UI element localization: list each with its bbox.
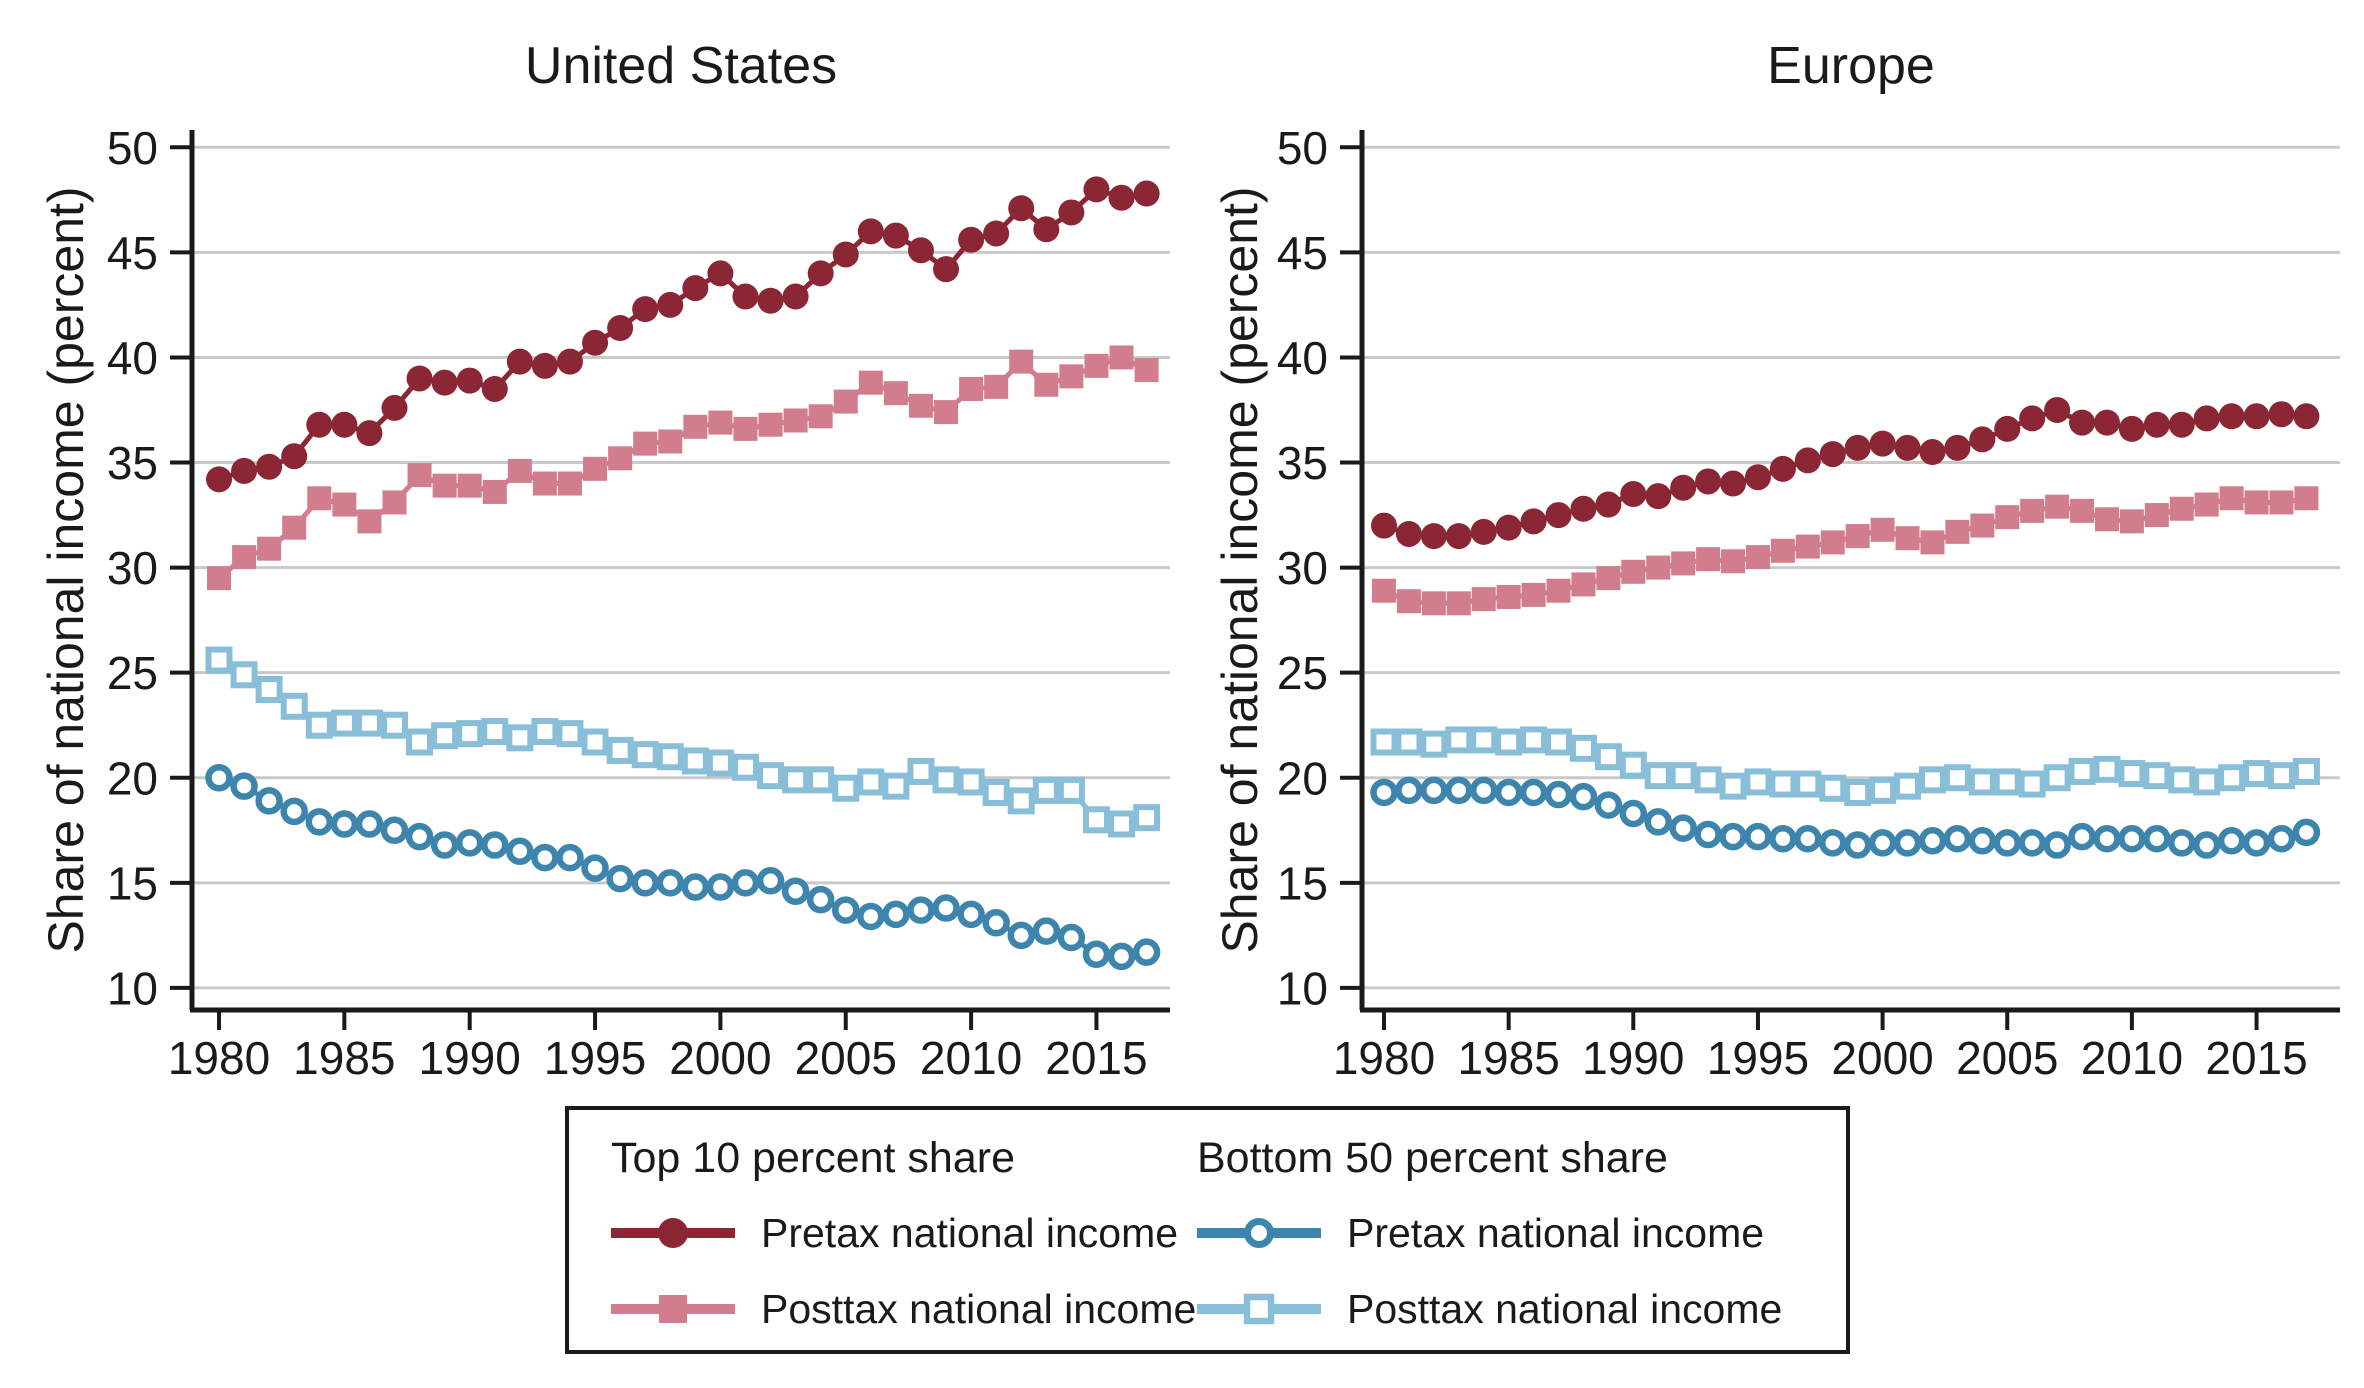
legend-item-top10-posttax xyxy=(611,1283,1196,1335)
europe-series-top10-posttax xyxy=(1372,486,2318,615)
europe-x-tick-label: 2010 xyxy=(2080,1032,2184,1084)
us-series-top10-posttax xyxy=(207,345,1159,590)
europe-x-tick-label: 2000 xyxy=(1831,1032,1934,1084)
us-x-tick-label: 2005 xyxy=(794,1032,897,1084)
europe-series-top10-pretax xyxy=(1371,397,2319,549)
panel-title-united-states: United States xyxy=(524,37,838,95)
us-series-top10-pretax xyxy=(206,176,1160,492)
europe-panel xyxy=(1277,122,2340,1084)
europe-x-tick-label: 1995 xyxy=(1706,1032,1810,1084)
us-x-tick-label: 2015 xyxy=(1045,1032,1148,1084)
us-y-tick-label: 45 xyxy=(106,226,158,279)
us-y-tick-label: 40 xyxy=(106,332,158,385)
lightblue-square-line-icon xyxy=(1197,1285,1321,1333)
legend xyxy=(565,1106,1850,1354)
europe-x-tick-label: 2015 xyxy=(2205,1032,2308,1084)
us-x-tick-label: 1985 xyxy=(293,1032,396,1084)
europe-gridlines xyxy=(1362,147,2340,988)
maroon-circle-line-icon xyxy=(611,1209,735,1257)
legend-header-bottom50: Bottom 50 percent share xyxy=(1197,1134,1668,1182)
legend-group-top10 xyxy=(611,1110,1196,1335)
blue-circle-line-icon xyxy=(1197,1209,1321,1257)
us-gridlines xyxy=(192,147,1170,988)
us-x-tick-label: 2000 xyxy=(669,1032,772,1084)
us-x-tick-label: 1990 xyxy=(418,1032,521,1084)
us-panel xyxy=(107,122,1170,1084)
us-series-bottom50-posttax xyxy=(209,650,1158,835)
europe-x-tick-label: 2005 xyxy=(1956,1032,2059,1084)
europe-x-tick-label: 1990 xyxy=(1582,1032,1685,1084)
legend-label-bottom50-pretax: Pretax national income xyxy=(1347,1209,1765,1256)
legend-label-top10-pretax: Pretax national income xyxy=(761,1209,1179,1256)
legend-group-bottom50 xyxy=(1197,1110,1782,1335)
europe-y-tick-label: 20 xyxy=(1276,752,1328,805)
europe-y-tick-label: 45 xyxy=(1276,226,1328,279)
us-y-tick-label: 25 xyxy=(106,647,158,700)
legend-item-top10-pretax xyxy=(611,1207,1196,1259)
pink-square-line-icon xyxy=(611,1285,735,1333)
us-y-tick-label: 30 xyxy=(106,542,158,595)
us-y-tick-label: 15 xyxy=(106,857,158,910)
europe-y-tick-label: 30 xyxy=(1276,542,1328,595)
legend-label-bottom50-posttax: Posttax national income xyxy=(1347,1285,1783,1332)
europe-x-tick-label: 1985 xyxy=(1457,1032,1560,1084)
us-x-tick-label: 1980 xyxy=(167,1032,271,1084)
legend-header-top10: Top 10 percent share xyxy=(611,1134,1015,1182)
europe-x-tick-label: 1980 xyxy=(1332,1032,1436,1084)
legend-item-bottom50-posttax xyxy=(1197,1283,1782,1335)
europe-y-tick-label: 25 xyxy=(1276,647,1328,700)
us-y-tick-label: 20 xyxy=(106,752,158,805)
europe-y-tick-label: 10 xyxy=(1276,962,1328,1015)
us-y-tick-label: 50 xyxy=(106,121,158,174)
figure-canvas: 10 15 20 25 30 35 40 45 50 1980 1985 1990 1995 2000 2005 2010 2015 10 15 20 25 30 35 40 45 50 1980 1985 1990 1995 2000 2005 2010 2015 United States Europe Share of national income (percent) Share of national income (percent) Top 10 percent share Pretax national income Posttax national income Bottom 50 percent share Pretax national income Posttax national income xyxy=(0,0,2364,1388)
legend-label-top10-posttax: Posttax national income xyxy=(761,1285,1197,1332)
europe-y-tick-label: 50 xyxy=(1276,121,1328,174)
us-x-tick-label: 1995 xyxy=(543,1032,647,1084)
us-x-tick-label: 2010 xyxy=(919,1032,1023,1084)
us-y-tick-label: 10 xyxy=(106,962,158,1015)
legend-item-bottom50-pretax xyxy=(1197,1207,1782,1259)
us-y-tick-label: 35 xyxy=(106,437,158,490)
panel-title-europe: Europe xyxy=(1767,37,1935,95)
europe-y-tick-label: 15 xyxy=(1276,857,1328,910)
europe-y-tick-label: 40 xyxy=(1276,332,1328,385)
europe-y-tick-label: 35 xyxy=(1276,437,1328,490)
